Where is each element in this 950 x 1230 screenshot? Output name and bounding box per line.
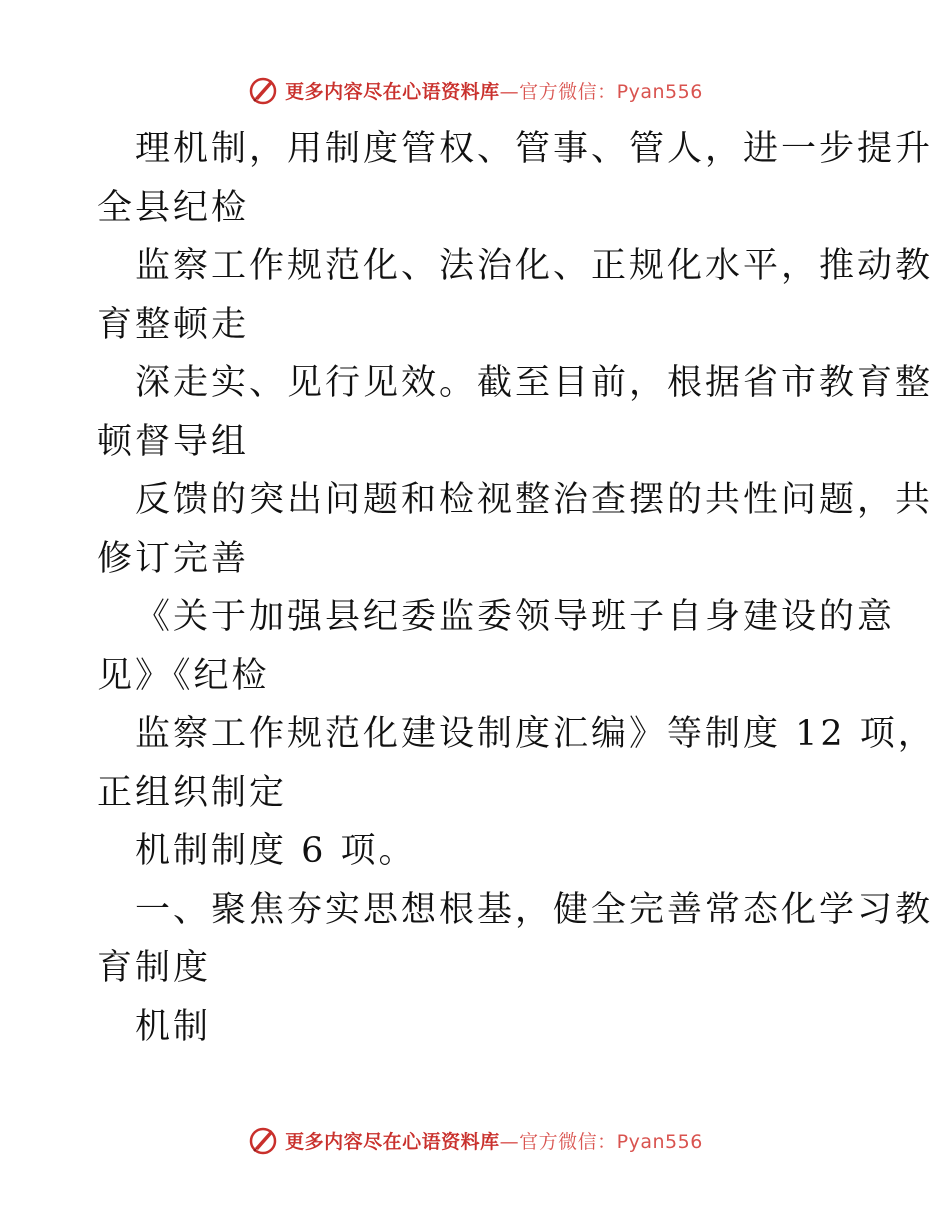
banner-wechat: —官方微信：Pyan556 [499, 80, 703, 103]
banner-title: 更多内容尽在心语资料库 [285, 80, 500, 103]
banner-wechat: —官方微信：Pyan556 [499, 1130, 703, 1153]
paragraph-line: 理机制，用制度管权、管事、管人，进一步提升 [135, 129, 934, 169]
paragraph-line: 修订完善 [97, 538, 250, 579]
paragraph-line: 正组织制定 [97, 772, 288, 813]
paragraph-line: 机制制度 6 项。 [135, 831, 417, 871]
section-heading-line: 一、聚焦夯实思想根基，健全完善常态化学习教 [135, 889, 934, 930]
paragraph-line: 顿督导组 [97, 421, 250, 462]
paragraph-line: 《关于加强县纪委监委领导班子自身建设的意 [135, 597, 896, 637]
section-heading-line: 机制 [135, 1006, 212, 1047]
paragraph-line: 见》《纪检 [97, 655, 270, 696]
header-banner [0, 70, 950, 110]
paragraph-line: 育整顿走 [97, 304, 250, 345]
paragraph-line: 全县纪检 [97, 187, 250, 228]
paragraph-line: 反馈的突出问题和检视整治查摆的共性问题，共 [135, 480, 934, 520]
banner-title: 更多内容尽在心语资料库 [285, 1130, 500, 1153]
section-heading-line: 育制度 [97, 948, 212, 988]
quill-circle-icon [247, 1124, 279, 1156]
paragraph-line: 深走实、见行见效。截至目前，根据省市教育整 [135, 363, 934, 403]
quill-circle-icon [247, 74, 279, 106]
paragraph-line: 监察工作规范化、法治化、正规化水平，推动教 [135, 246, 934, 286]
banner-text [285, 1127, 703, 1154]
footer-banner [0, 1120, 950, 1160]
banner-text [285, 77, 703, 104]
paragraph-line: 监察工作规范化建设制度汇编》等制度 12 项， [135, 714, 936, 754]
document-body [97, 120, 936, 1056]
